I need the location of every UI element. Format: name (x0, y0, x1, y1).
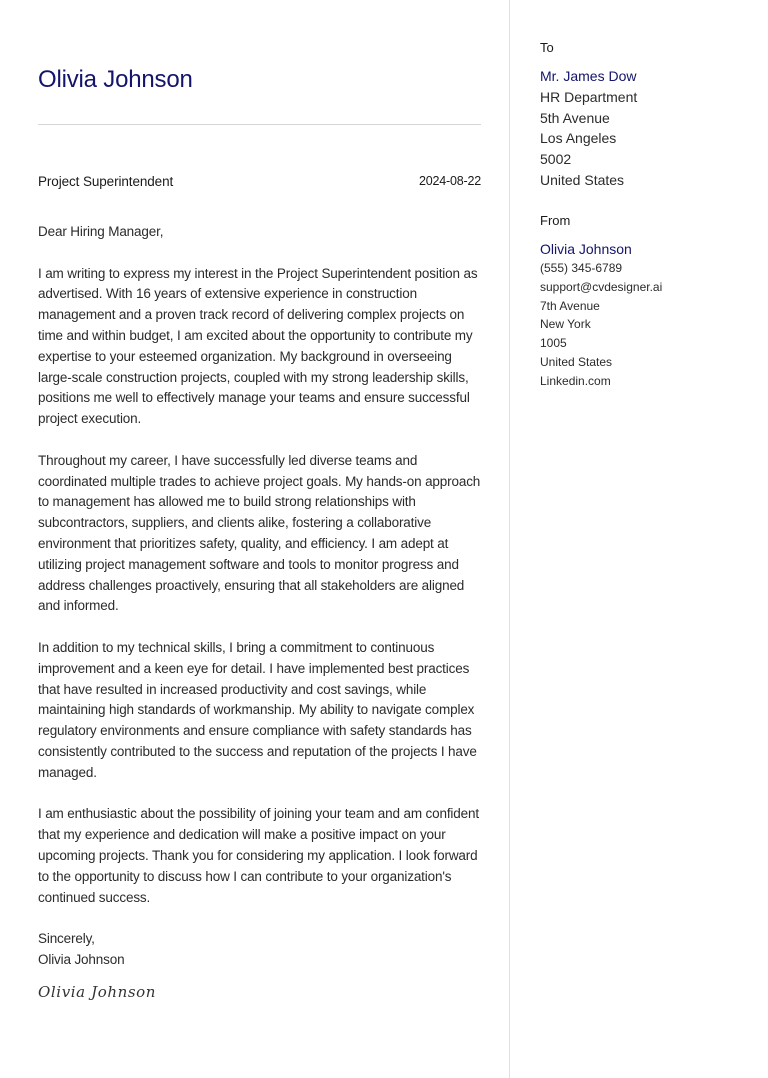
column-divider (509, 0, 510, 1078)
handwritten-signature: Olivia Johnson (38, 983, 157, 1001)
from-heading: From (540, 213, 571, 228)
letter-date: 2024-08-22 (419, 174, 481, 188)
closing-block (38, 929, 481, 971)
recipient-street: 5th Avenue (540, 109, 610, 126)
paragraph-3: In addition to my technical skills, I bring a commitment to continuous improvement and a keen eye for detail. I have implemented best practices that have resulted in increased productivity and cost savings, while maintaining high standards of workmanship. My ability to navigate complex regulatory environments and ensure compliance with safety standards has consistently contributed to the success and reputation of the projects I have managed. (38, 639, 477, 780)
recipient-postal: 5002 (540, 151, 572, 168)
paragraph-2: Throughout my career, I have successfully led diverse teams and coordinated multiple trades to achieve project goals. My hands-on approach to management has allowed me to build strong relationships with subcontractors, suppliers, and clients alike, fostering a collaborative environment that prioritizes safety, quality, and efficiency. I am adept at utilizing project management software and tools to monitor progress and address challenges proactively, ensuring that all stakeholders are aligned and informed. (38, 452, 481, 614)
job-title: Project Superintendent (38, 174, 174, 189)
closing: Sincerely, (38, 931, 95, 947)
recipient-block (540, 66, 637, 191)
to-heading: To (540, 40, 554, 55)
sender-postal: 1005 (540, 336, 567, 351)
closing-name: Olivia Johnson (38, 951, 125, 967)
sender-street: 7th Avenue (540, 298, 600, 313)
sender-details (540, 259, 662, 391)
sender-country: United States (540, 354, 613, 369)
recipient-country: United States (540, 171, 625, 188)
sender-email: support@cvdesigner.ai (540, 279, 663, 294)
applicant-name: Olivia Johnson (38, 66, 193, 93)
sender-city: New York (540, 317, 591, 332)
sender-name: Olivia Johnson (540, 241, 632, 257)
sender-block (540, 240, 662, 391)
job-row (38, 174, 481, 189)
letter-body (38, 222, 481, 971)
recipient-department: HR Department (540, 88, 638, 105)
header-rule (38, 124, 481, 125)
paragraph-4: I am enthusiastic about the possibility of joining your team and am confident that my experience and dedication will make a positive impact on your upcoming projects. Thank you for considering my application. I look forward to the opportunity to discuss how I can contribute to your organization's continued success. (38, 806, 479, 905)
recipient-city: Los Angeles (540, 130, 617, 147)
sender-website: Linkedin.com (540, 373, 611, 388)
paragraph-1: I am writing to express my interest in the Project Superintendent position as advertised. With 16 years of extensive experience in construction management and a proven track record of delivering complex projects on time and within budget, I am excited about the opportunity to contribute my expertise to your esteemed organization. My background in overseeing large-scale construction projects, coupled with my strong leadership skills, positions me well to effectively manage your teams and ensure successful project execution. (38, 265, 478, 427)
sender-phone: (555) 345-6789 (540, 261, 623, 275)
recipient-name: Mr. James Dow (540, 68, 637, 84)
salutation: Dear Hiring Manager, (38, 224, 164, 239)
